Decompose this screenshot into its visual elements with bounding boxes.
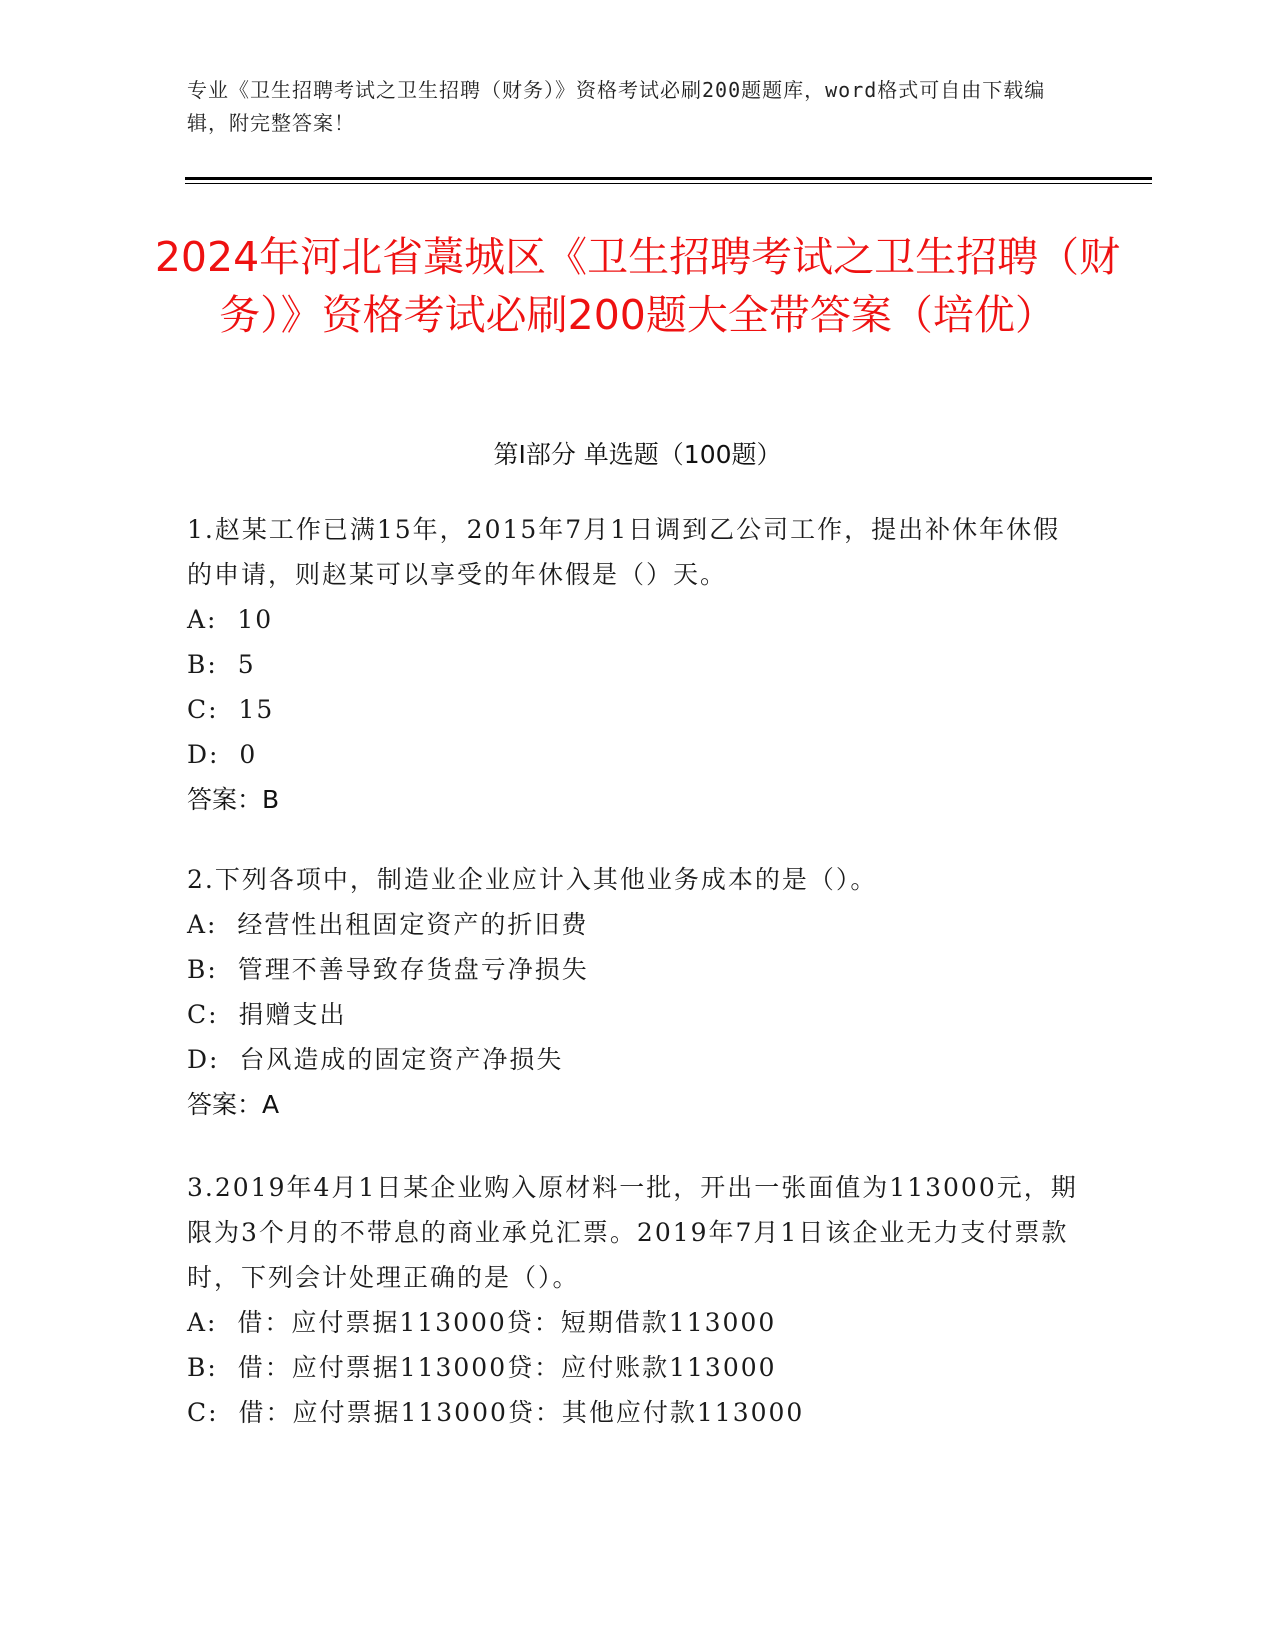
- question-2: [187, 857, 1087, 1127]
- option-d: D: 台风造成的固定资产净损失: [187, 1045, 564, 1074]
- option-a: A: 10: [187, 605, 274, 634]
- section-title: 第Ⅰ部分 单选题（100题）: [493, 440, 782, 469]
- question-stem: 3.2019年4月1日某企业购入原材料一批，开出一张面值为113000元，期限为3个月的不带息的商业承兑汇票。2019年7月1日该企业无力支付票款时，下列会计处理正确的是（）。: [187, 1173, 1078, 1292]
- option-c: C: 15: [187, 695, 275, 724]
- header-rule-thin: [185, 183, 1152, 184]
- option-a: A: 借：应付票据113000贷：短期借款113000: [187, 1308, 777, 1337]
- option-b: B: 管理不善导致存货盘亏净损失: [187, 955, 589, 984]
- header-note: 专业《卫生招聘考试之卫生招聘（财务）》资格考试必刷200题题库，word格式可自由下载编辑，附完整答案！: [187, 78, 1046, 135]
- question-stem: 2.下列各项中，制造业企业应计入其他业务成本的是（）。: [187, 865, 878, 894]
- question-stem: 1.赵某工作已满15年，2015年7月1日调到乙公司工作，提出补休年休假的申请，则赵某可以享受的年休假是（）天。: [187, 515, 1061, 589]
- option-b: B: 5: [187, 650, 256, 679]
- header-rule-thick: [185, 177, 1152, 180]
- option-c: C: 捐赠支出: [187, 1000, 347, 1029]
- question-3: [187, 1165, 1087, 1435]
- document-title: 2024年河北省藁城区《卫生招聘考试之卫生招聘（财务）》资格考试必刷200题大全带答案（培优）: [154, 233, 1121, 339]
- option-c: C: 借：应付票据113000贷：其他应付款113000: [187, 1398, 805, 1427]
- answer: 答案：B: [187, 785, 280, 814]
- option-b: B: 借：应付票据113000贷：应付账款113000: [187, 1353, 777, 1382]
- option-d: D: 0: [187, 740, 258, 769]
- question-1: [187, 507, 1087, 822]
- answer: 答案：A: [187, 1090, 280, 1119]
- option-a: A: 经营性出租固定资产的折旧费: [187, 910, 589, 939]
